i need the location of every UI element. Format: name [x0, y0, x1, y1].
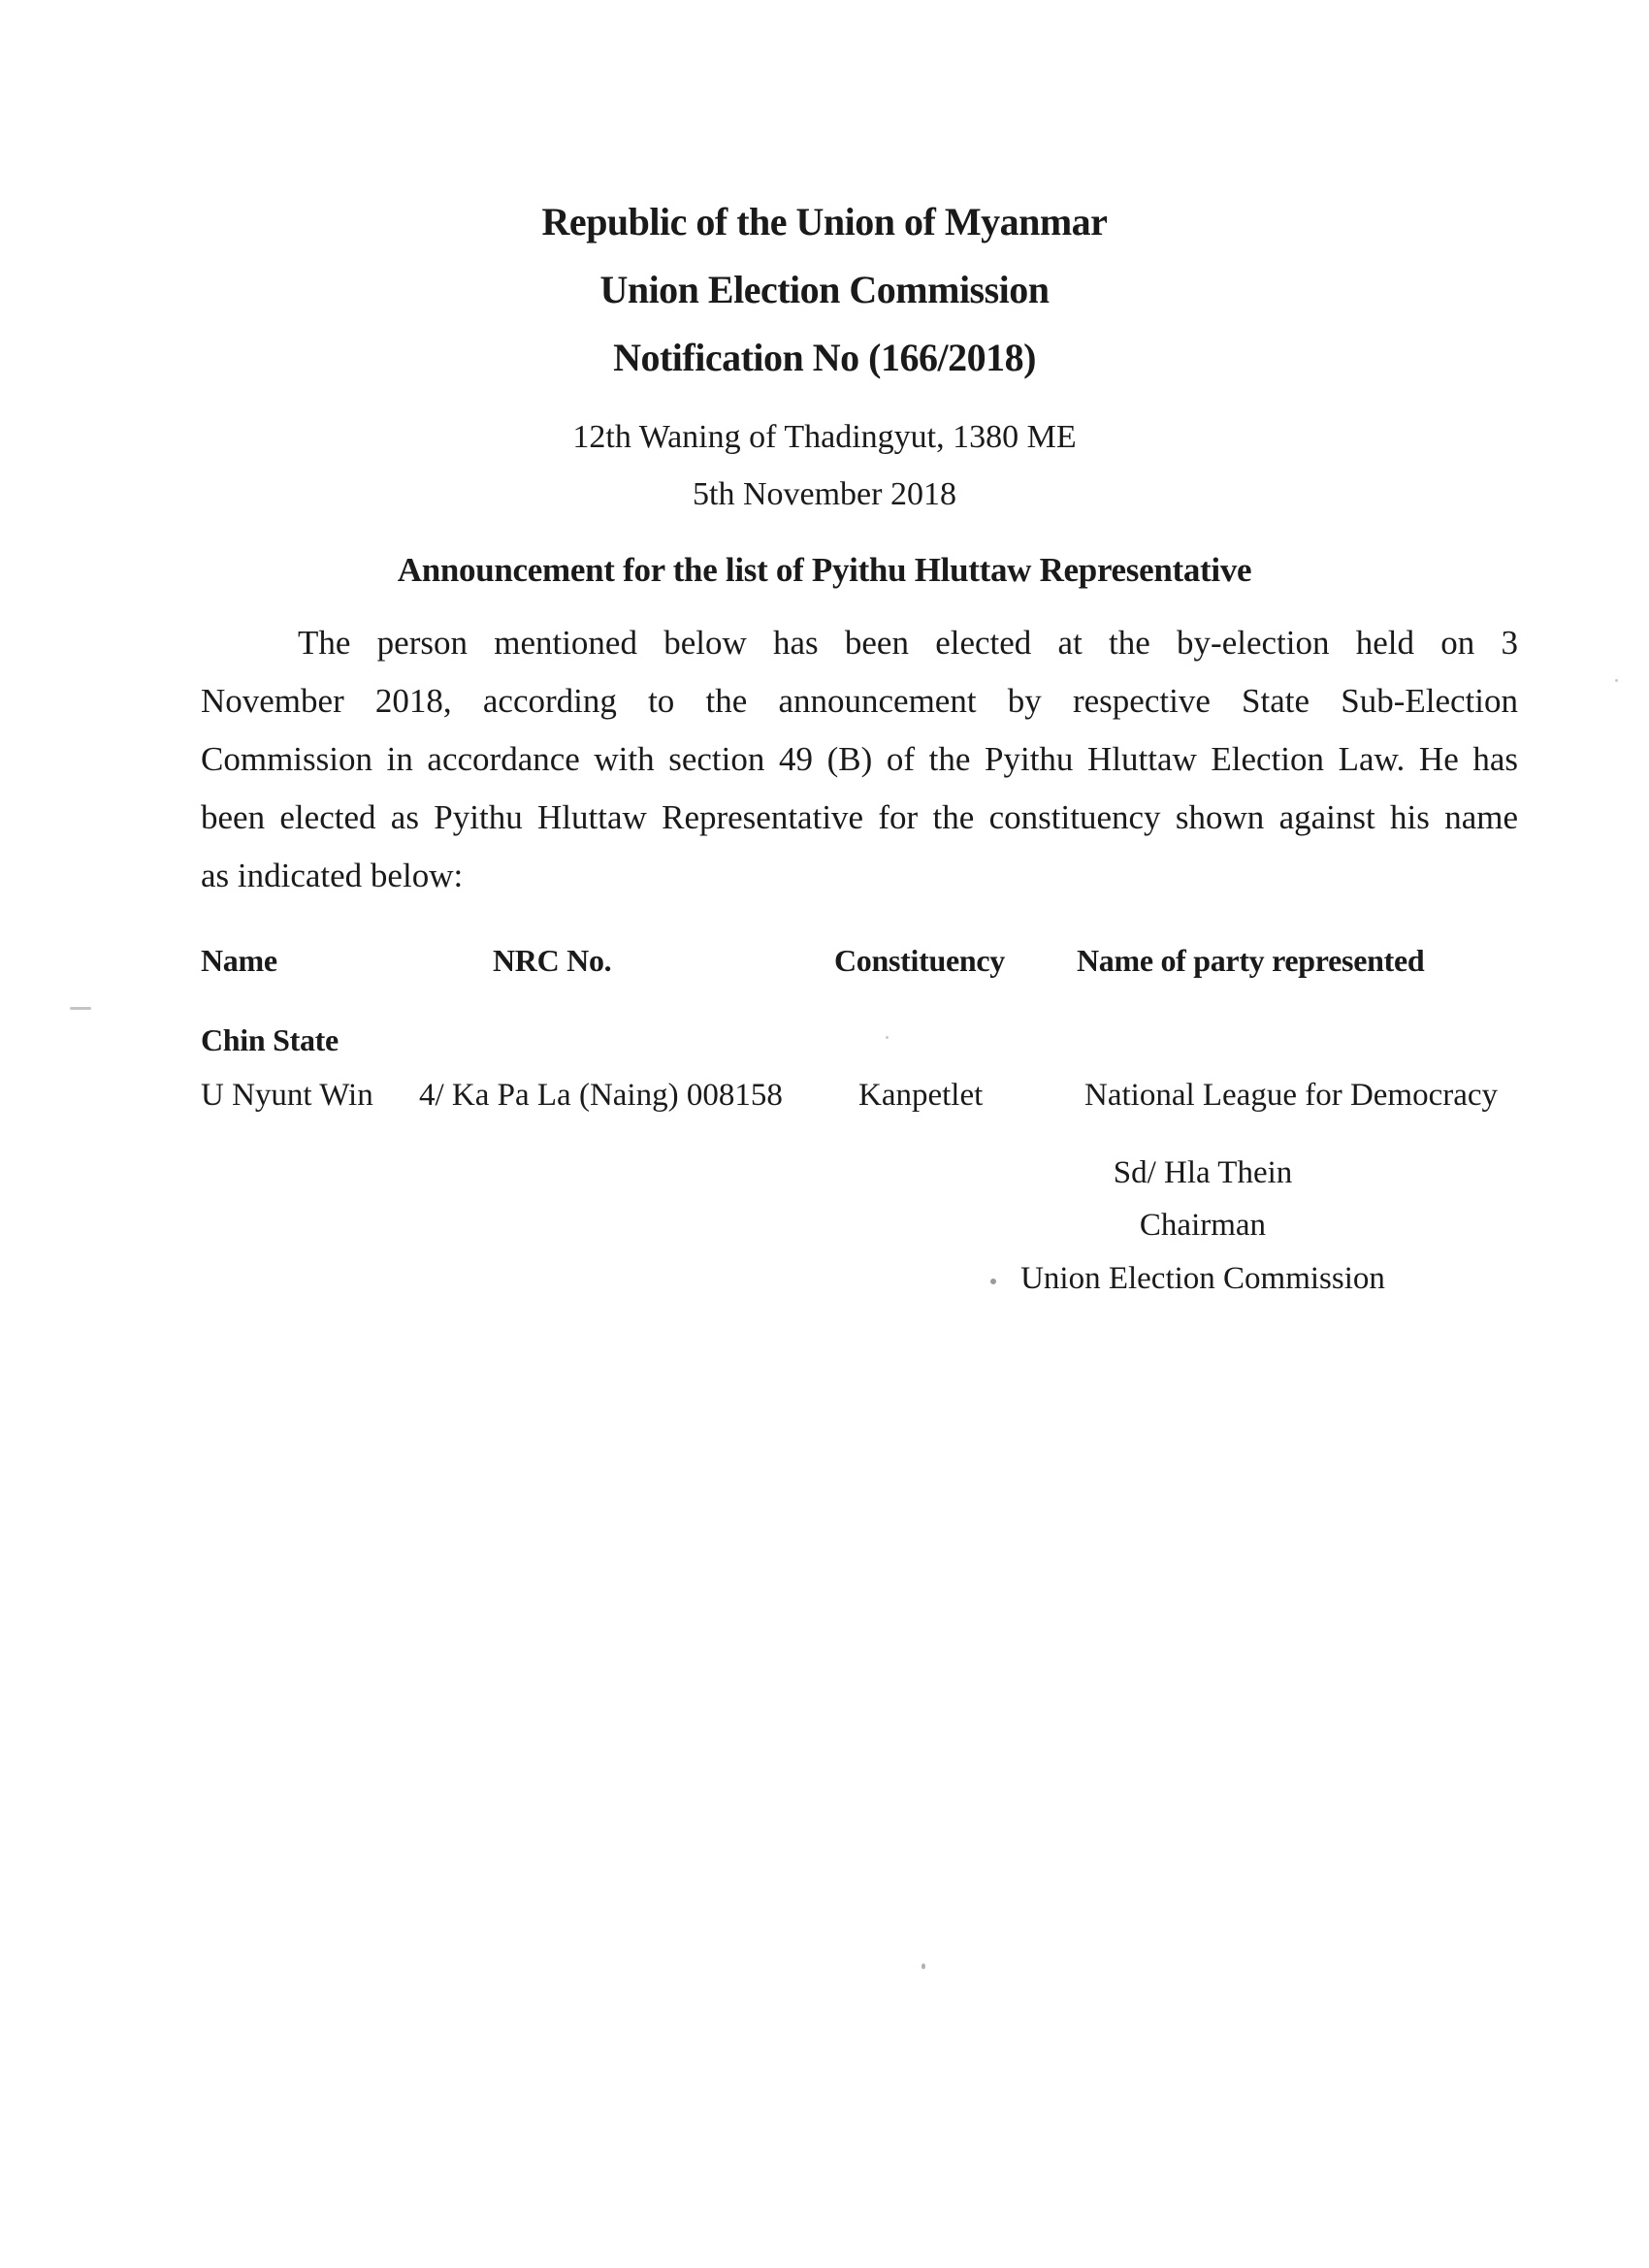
section-state: Chin State: [201, 1022, 339, 1057]
signature-organization: Union Election Commission: [1020, 1261, 1385, 1296]
column-header-name: Name: [201, 943, 277, 978]
announcement-title: Announcement for the list of Pyithu Hluttaw Representative: [397, 551, 1252, 589]
body-line: Commission in accordance with section 49 (B) of the Pyithu Hluttaw Election Law. He has: [201, 740, 1518, 778]
scan-speck: [922, 1963, 925, 1969]
body-paragraph: [201, 614, 1518, 905]
body-line: The person mentioned below has been elected at the by-election held on 3: [298, 624, 1518, 662]
scan-speck: [990, 1279, 996, 1284]
cell-party: National League for Democracy: [1084, 1078, 1499, 1113]
column-header-nrc: NRC No.: [493, 943, 612, 978]
column-header-party: Name of party represented: [1077, 943, 1425, 978]
cell-nrc: 4/ Ka Pa La (Naing) 008158: [419, 1078, 783, 1113]
myanmar-date: 12th Waning of Thadingyut, 1380 ME: [572, 419, 1077, 455]
gregorian-date: 5th November 2018: [693, 476, 956, 512]
body-line: as indicated below:: [201, 857, 464, 894]
body-line: been elected as Pyithu Hluttaw Representative for the constituency shown against his name: [201, 798, 1518, 836]
signature-title: Chairman: [1139, 1208, 1267, 1243]
scan-speck: [70, 1007, 91, 1010]
body-line: November 2018, according to the announcement by respective State Sub-Election: [201, 682, 1518, 720]
header-commission: Union Election Commission: [599, 268, 1050, 311]
cell-name: U Nyunt Win: [201, 1078, 373, 1113]
scan-speck: [886, 1036, 889, 1039]
header-country: Republic of the Union of Myanmar: [541, 200, 1108, 243]
scan-speck: [1615, 679, 1618, 682]
header-notification-number: Notification No (166/2018): [613, 336, 1036, 379]
cell-constituency: Kanpetlet: [858, 1078, 984, 1113]
signature-name: Sd/ Hla Thein: [1113, 1155, 1293, 1190]
column-header-constituency: Constituency: [834, 943, 1005, 978]
